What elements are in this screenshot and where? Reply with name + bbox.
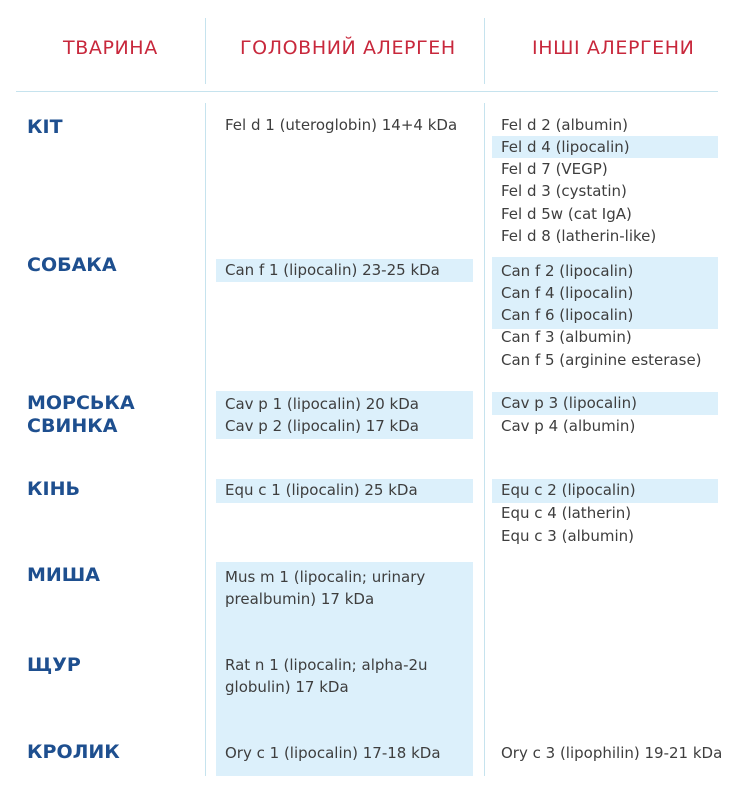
horse-other-allergen: Equ c 3 (albumin) [501, 527, 634, 545]
column-divider-2 [484, 103, 485, 776]
dog-major-allergen: Can f 1 (lipocalin) 23-25 kDa [216, 259, 473, 282]
animal-horse: КІНЬ [27, 478, 80, 500]
animal-dog: СОБАКА [27, 254, 117, 276]
horse-major-allergen: Equ c 1 (lipocalin) 25 kDa [216, 479, 473, 503]
header-separator [16, 91, 718, 92]
mouse-major-allergen: Mus m 1 (lipocalin; urinary prealbumin) 17 kDa [225, 568, 426, 608]
animal-mouse: МИША [27, 564, 100, 586]
animal-cat: КІТ [27, 116, 63, 138]
horse-other-allergen: Equ c 2 (lipocalin) [492, 479, 718, 503]
cat-other-allergen: Fel d 3 (cystatin) [501, 182, 627, 200]
cat-major-allergen: Fel d 1 (uteroglobin) 14+4 kDa [225, 116, 458, 134]
dog-other-allergen: Can f 5 (arginine esterase) [501, 351, 702, 369]
guinea-pig-major-allergen: Cav p 1 (lipocalin) 20 kDa [225, 395, 419, 413]
column-divider-1 [205, 103, 206, 776]
rabbit-other-allergen: Ory c 3 (lipophilin) 19-21 kDa [501, 744, 723, 762]
animal-guinea-pig-line2: СВИНКА [27, 415, 118, 437]
dog-other-allergen: Can f 6 (lipocalin) [501, 306, 634, 324]
cat-other-allergen: Fel d 7 (VEGP) [501, 160, 608, 178]
cat-other-allergen: Fel d 5w (cat IgA) [501, 205, 632, 223]
rabbit-major-allergen: Ory c 1 (lipocalin) 17-18 kDa [225, 744, 441, 762]
header-major-allergen: ГОЛОВНИЙ АЛЕРГЕН [240, 37, 456, 59]
cat-other-allergen: Fel d 4 (lipocalin) [492, 136, 718, 158]
guinea-pig-major-allergen: Cav p 2 (lipocalin) 17 kDa [225, 417, 419, 435]
header-divider-1 [205, 18, 206, 84]
dog-other-allergen: Can f 2 (lipocalin) [501, 262, 634, 280]
dog-other-allergen: Can f 4 (lipocalin) [501, 284, 634, 302]
cat-other-allergen: Fel d 8 (latherin-like) [501, 227, 657, 245]
animal-rabbit: КРОЛИК [27, 741, 120, 763]
animal-rat: ЩУР [27, 654, 81, 676]
header-animal: ТВАРИНА [63, 37, 158, 59]
guinea-pig-other-allergen: Cav p 4 (albumin) [501, 417, 636, 435]
rat-major-allergen: Rat n 1 (lipocalin; alpha-2u globulin) 17 kDa [225, 656, 428, 696]
animal-guinea-pig-line1: МОРСЬКА [27, 392, 135, 414]
header-other-allergens: ІНШІ АЛЕРГЕНИ [532, 37, 695, 59]
cat-other-allergen: Fel d 2 (albumin) [501, 116, 628, 134]
horse-other-allergen: Equ c 4 (latherin) [501, 504, 632, 522]
dog-other-allergen: Can f 3 (albumin) [501, 328, 632, 346]
guinea-pig-other-allergen: Cav p 3 (lipocalin) [492, 392, 718, 415]
header-divider-2 [484, 18, 485, 84]
